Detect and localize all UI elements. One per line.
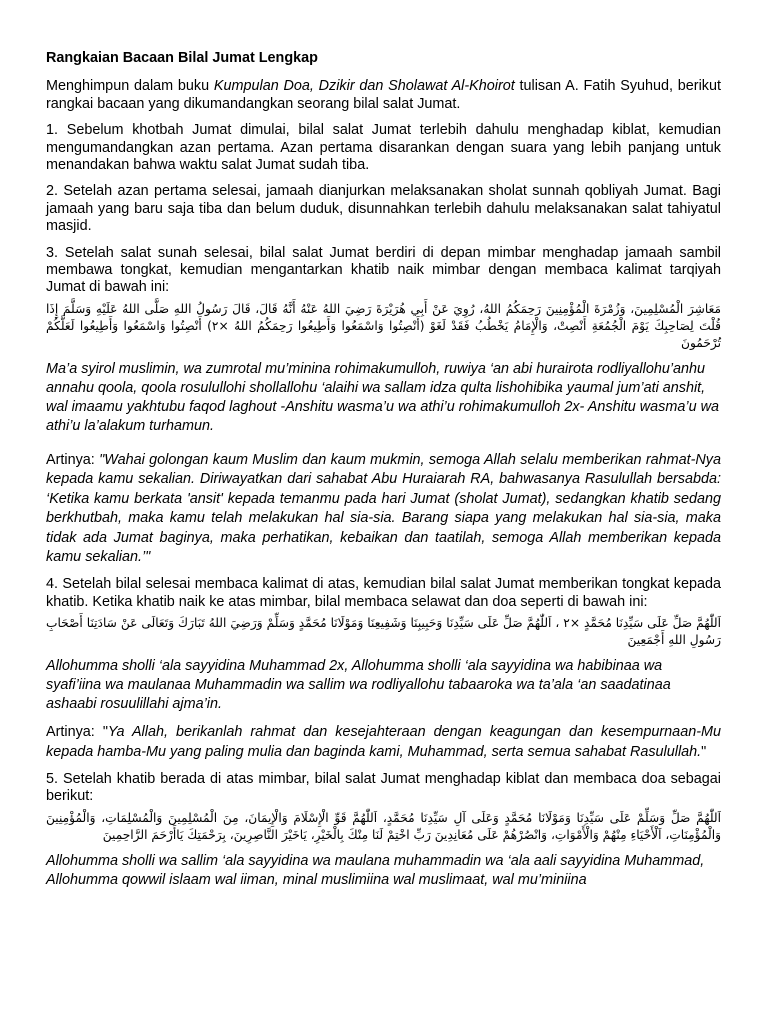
selawat-translation [46, 723, 721, 762]
selawat-latin: Allohumma sholli ‘ala sayyidina Muhammad 2x, Allohumma sholli ‘ala sayyidina wa habibinaa wa syafi’iina wa maulanaa Muhammadin wa sallim wa rodliyallohu tabaaroka wa ta’ala ‘an saadatinaa ashaabi rosuulillahi ajma’in. [46, 658, 671, 713]
step-4: 4. Setelah bilal selesai membaca kalimat di atas, kemudian bilal salat Jumat memberikan tongkat kepada khatib. Ketika khatib naik ke atas mimbar, bilal membaca selawat dan doa seperti di bawah ini: [46, 576, 721, 610]
tarqiyah-arti-label: Artinya: [46, 451, 100, 468]
selawat-arti-close: " [701, 743, 707, 760]
selawat-arti-open: " [102, 724, 108, 741]
document-title: Rangkaian Bacaan Bilal Jumat Lengkap [46, 50, 318, 66]
doa-arabic: اَللّٰهُمَّ صَلِّ وَسَلِّمْ عَلَى سَيِّدِنَا وَمَوْلَانَا مُحَمَّدٍ وَعَلَى آلِ سَيِّدِنَا مُحَمَّدٍ، اَللّٰهُمَّ قَوِّ الْإِسْلَامَ وَالْإِيمَانَ، مِنَ الْمُسْلِمِينَ وَالْمُسْلِمَاتِ، وَالْمُؤْمِنِينَ وَالْمُؤْمِنَاتِ، اَلْأَحْيَاءِ مِنْهُمْ وَالْأَمْوَاتِ، وَانْصُرْهُمْ عَلَى مُعَانِدِينَ رَبِّ اخْتِمْ لَنَا مِنْكَ بِالْخَيْرِ، يَاخَيْرَ النَّاصِرِينَ، بِرَحْمَتِكَ يَاأَرْحَمَ الرَّاحِمِينَ [46, 810, 721, 842]
step-1: 1. Sebelum khotbah Jumat dimulai, bilal salat Jumat terlebih dahulu menghadap kiblat, kemudian mengumandangkan azan pertama. Azan pertama disarankan dengan suara yang lebih panjang untuk menandakan bahwa waktu salat Jumat sudah tiba. [46, 122, 721, 174]
step-2: 2. Setelah azan pertama selesai, jamaah dianjurkan melaksanakan sholat sunnah qobliyah Jumat. Bagi jamaah yang baru saja tiba dan belum duduk, disunnahkan terlebih dahulu melaksanakan salat tahiyatul masjid. [46, 183, 721, 235]
selawat-arabic: اَللّٰهُمَّ صَلِّ عَلَى سَيِّدِنَا مُحَمَّدٍ ×٢ ، اَللّٰهُمَّ صَلِّ عَلَى سَيِّدِنَا وَحَبِيبِنَا وَشَفِيعِنَا وَمَوْلَانَا مُحَمَّدٍ وَسَلِّمْ وَرَضِيَ اللهُ تَبَارَكَ وَتَعَالَى عَنْ سَادَتِنَا أَصْحَابِ رَسُولِ اللهِ أَجْمَعِينَ [46, 616, 721, 648]
tarqiyah-arabic: مَعَاشِرَ الْمُسْلِمِينَ، وَزُمْرَةَ الْمُؤْمِنِينَ رَحِمَكُمُ اللهُ، رُوِيَ عَنْ أَبِي هُرَيْرَةَ رَضِيَ اللهُ عَنْهُ أَنَّهُ قَالَ، قَالَ رَسُولُ اللهِ صَلَّى اللهُ عَلَيْهِ وَسَلَّمَ إِذَا قُلْتَ لِصَاحِبِكَ يَوْمَ الْجُمُعَةِ أَنْصِتْ، وَالْإِمَامُ يَخْطُبُ فَقَدْ لَغَوْ (أَنْصِتُوا وَاسْمَعُوا وَأَطِيعُوا رَحِمَكُمُ اللهُ ×٢) أَنْصِتُوا وَاسْمَعُوا وَأَطِيعُوا لَعَلَّكُمْ تُرْحَمُونَ [46, 301, 721, 350]
intro-book-title: Kumpulan Doa, Dzikir dan Sholawat Al-Khoirot [213, 78, 515, 95]
tarqiyah-arti-text: "Wahai golongan kaum Muslim dan kaum mukmin, semoga Allah selalu memberikan rahmat-Nya kepada kamu sekalian. Diriwayatkan dari sahabat Abu Huraiarah RA, bahwasanya Rasulullah bersabda: ‘Ketika kamu berkata 'ansit' kepada temanmu pada hari Jumat (sholat Jumat), sedangkan khatib sedang berkhutbah, maka kamu telah melakukan hal sia-sia. Barang siapa yang melakukan hal sia-sia, maka tidak ada Jumat baginya, maka perhatikan, kebaikan dan taatilah, semoga Allah memberikan kepada kamu sekalian.’" [46, 451, 721, 565]
doa-latin: Allohumma sholli wa sallim ‘ala sayyidina wa maulana muhammadin wa ‘ala aali sayyidina Muhammad, Allohumma qowwil islaam wal iiman, minal muslimiina wal muslimaat, wal mu’miniina [46, 852, 705, 888]
intro-after: tulisan A. Fatih Syuhud, berikut rangkai bacaan yang dikumandangkan seorang bilal salat Jumat. [46, 78, 721, 112]
intro-before: Menghimpun dalam buku [46, 78, 214, 95]
selawat-arti-label: Artinya: [46, 724, 103, 741]
document-page [46, 50, 721, 899]
step-5: 5. Setelah khatib berada di atas mimbar, bilal salat Jumat menghadap kiblat dan membaca doa sebagai berikut: [46, 770, 721, 805]
step-3: 3. Setelah salat sunah selesai, bilal salat Jumat berdiri di depan mimbar menghadap jamaah sambil membawa tongkat, kemudian mengantarkan khatib naik mimbar dengan membaca kalimat tarqiyah Jumat di bawah ini: [46, 244, 721, 296]
tarqiyah-translation [46, 451, 721, 567]
tarqiyah-latin: Ma’a syirol muslimin, wa zumrotal mu’minina rohimakumulloh, ruwiya ‘an abi hurairota rodliyallohu’anhu annahu qoola, qoola rosulullohi shollallohu ‘alaihi wa sallam idza qulta lishohibika yaumal jum’ati anshit, wal imaamu yakhtubu faqod laghout -Anshitu wasma’u wa athi’u rohimakumulloh 2x- Anshitu wasma’u wa athi’u la’alakum turhamun. [46, 360, 719, 434]
intro-paragraph [46, 78, 721, 113]
selawat-arti-text: Ya Allah, berikanlah rahmat dan kesejahteraan dengan keagungan dan kesempurnaan-Mu kepada hamba-Mu yang paling mulia dan baginda kami, Muhammad, serta semua sahabat Rasulullah. [46, 724, 721, 760]
